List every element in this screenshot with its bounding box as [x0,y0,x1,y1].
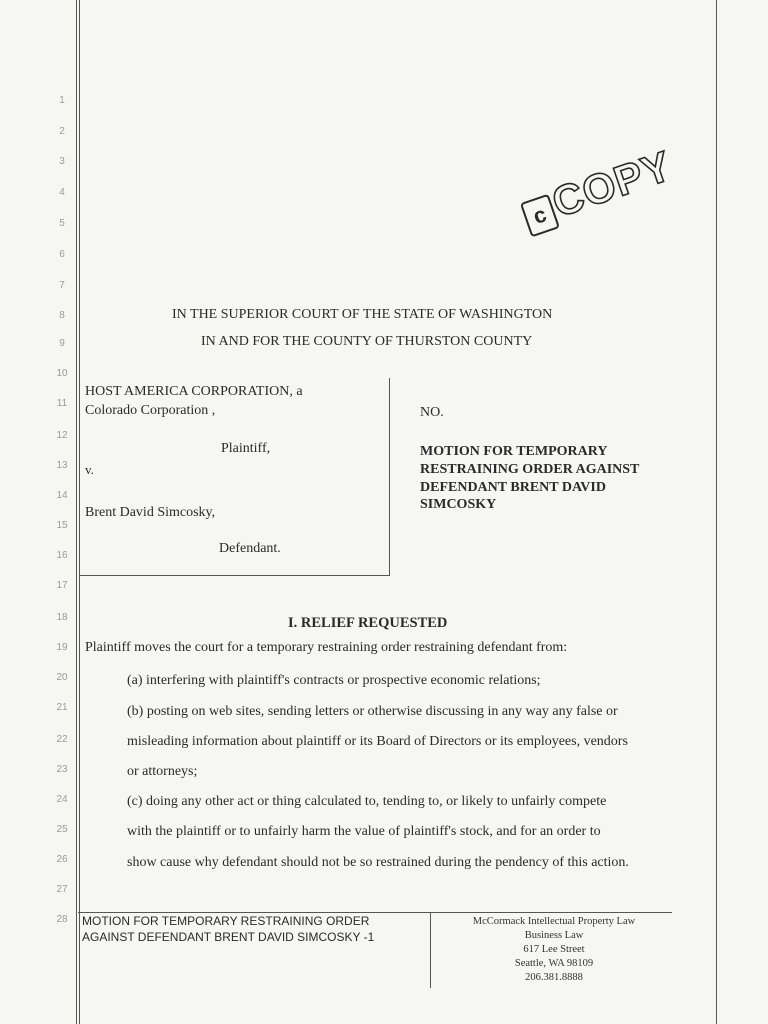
left-margin-rule [76,0,77,1024]
item-c-line-1: (c) doing any other act or thing calculated to, tending to, or likely to unfairly compete [127,794,607,809]
court-heading-line-1: IN THE SUPERIOR COURT OF THE STATE OF WASHINGTON [172,307,553,322]
line-number: 21 [56,702,68,713]
defendant-name: Brent David Simcosky, [85,505,216,520]
motion-title-line-1: MOTION FOR TEMPORARY [420,444,608,459]
body-intro: Plaintiff moves the court for a temporary restraining order restraining defendant from: [85,640,568,655]
line-number: 20 [56,672,68,683]
line-number: 22 [56,734,68,745]
defendant-role: Defendant. [219,541,281,556]
line-number: 15 [56,520,68,531]
line-number: 10 [56,368,68,379]
line-number: 28 [56,914,68,925]
line-number: 18 [56,612,68,623]
copy-stamp-label: COPY [546,141,678,227]
line-number: 25 [56,824,68,835]
footer-document-title-1: MOTION FOR TEMPORARY RESTRAINING ORDER [82,914,370,928]
line-number: 27 [56,884,68,895]
versus: v. [85,462,94,477]
firm-street: 617 Lee Street [523,944,585,955]
firm-city: Seattle, WA 98109 [514,958,594,969]
plaintiff-role: Plaintiff, [221,441,271,456]
plaintiff-description: Colorado Corporation , [85,403,216,418]
line-number: 5 [59,218,65,229]
item-a: (a) interfering with plaintiff's contracts or prospective economic relations; [127,673,541,688]
motion-title-line-4: SIMCOSKY [420,497,497,512]
item-c-line-3: show cause why defendant should not be so restrained during the pendency of this action. [127,855,629,870]
line-number: 7 [59,280,65,291]
item-c-line-2: with the plaintiff or to unfairly harm the value of plaintiff's stock, and for an order to [127,824,601,839]
item-b-line-3: or attorneys; [127,764,198,779]
footer-document-title-2: AGAINST DEFENDANT BRENT DAVID SIMCOSKY -1 [82,930,375,944]
line-number: 17 [56,580,68,591]
firm-phone: 206.381.8888 [525,972,583,983]
copy-stamp [513,140,678,257]
line-number: 19 [56,642,68,653]
line-number: 24 [56,794,68,805]
line-number: 16 [56,550,68,561]
item-b-line-2: misleading information about plaintiff or its Board of Directors or its employees, vendors [127,734,628,749]
plaintiff-name: HOST AMERICA CORPORATION, a [85,384,303,399]
line-number: 6 [59,249,65,260]
item-b-line-1: (b) posting on web sites, sending letters or otherwise discussing in any way any false or [127,704,618,719]
line-number: 11 [56,398,68,409]
line-number: 3 [59,156,65,167]
line-number: 9 [59,338,65,349]
court-heading-line-2: IN AND FOR THE COUNTY OF THURSTON COUNTY [201,334,533,349]
line-number: 8 [59,310,65,321]
motion-title-line-3: DEFENDANT BRENT DAVID [420,480,606,495]
line-number: 26 [56,854,68,865]
line-number: 23 [56,764,68,775]
line-number: 4 [59,187,65,198]
case-number-label: NO. [420,405,444,420]
footer-divider [430,912,431,988]
line-number: 13 [56,460,68,471]
firm-tagline: Business Law [524,930,584,941]
firm-name: McCormack Intellectual Property Law [472,916,636,927]
line-number: 2 [59,126,65,137]
line-number: 1 [59,95,65,106]
line-number: 12 [56,430,68,441]
section-heading: I. RELIEF REQUESTED [288,615,448,631]
right-margin-rule [716,0,717,1024]
law-firm-block [432,915,676,985]
copy-stamp-badge: c [520,194,560,238]
motion-title-line-2: RESTRAINING ORDER AGAINST [420,462,640,477]
line-number: 14 [56,490,68,501]
